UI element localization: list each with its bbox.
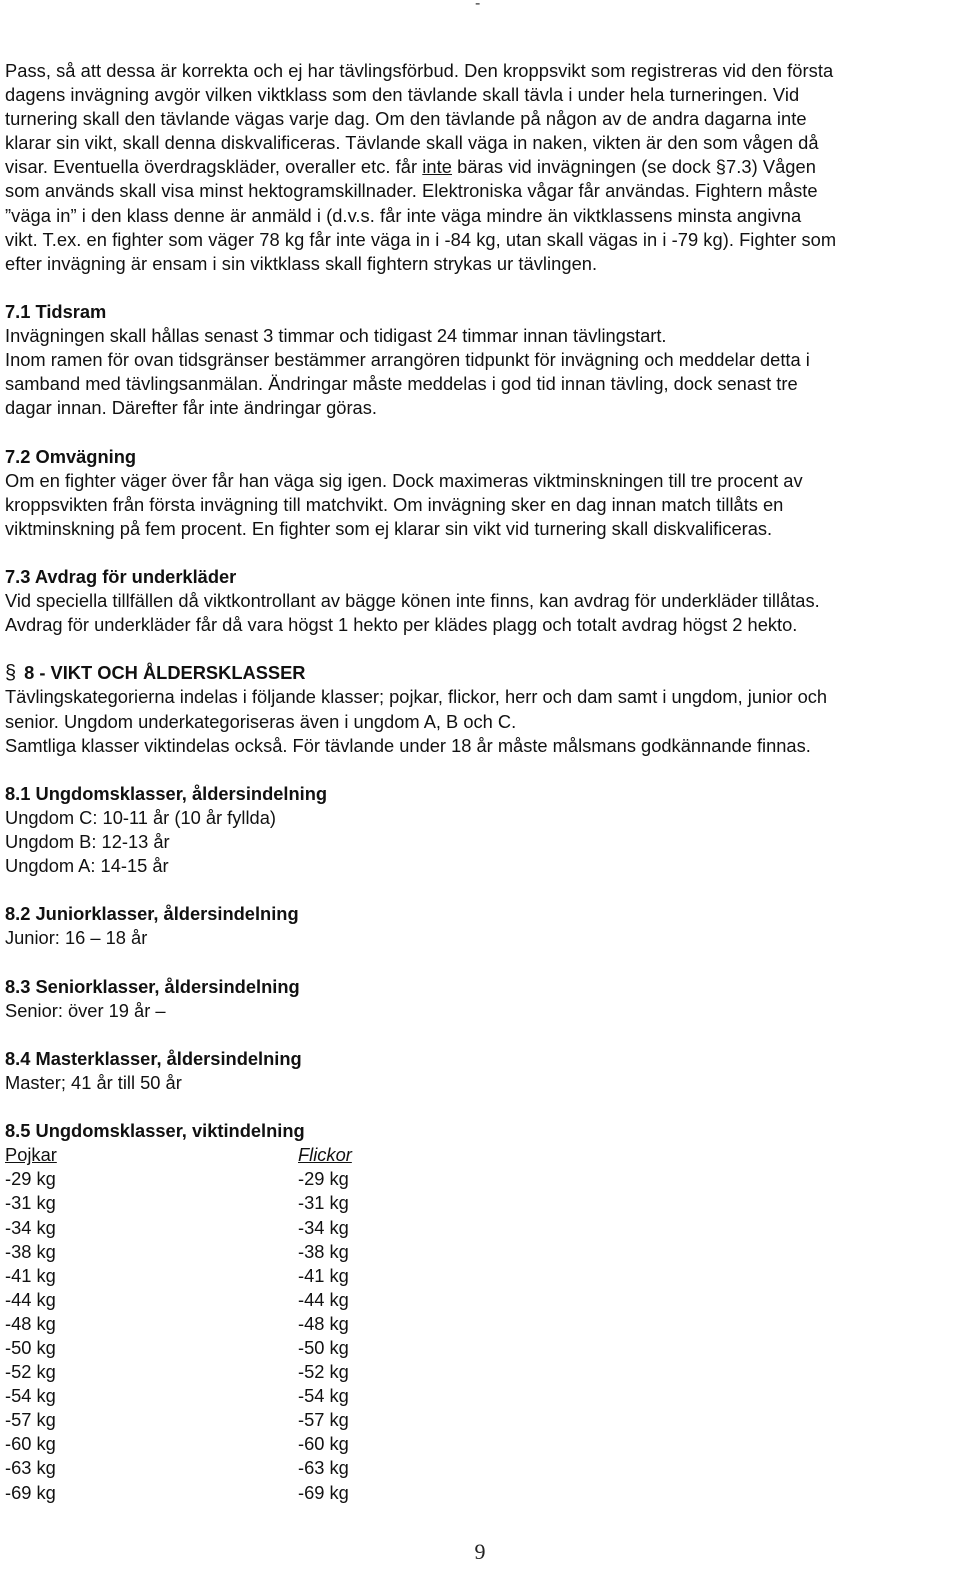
weight-cell-flickor: -69 kg	[298, 1481, 349, 1503]
weight-cell-flickor: -50 kg	[298, 1336, 349, 1358]
document-page	[5, 59, 955, 1505]
weight-cell-flickor: -48 kg	[298, 1312, 349, 1334]
chapter-heading-text: 8 - VIKT OCH ÅLDERSKLASSER	[24, 662, 306, 684]
section-8-1	[5, 782, 955, 878]
text-line: efter invägning är ensam i sin viktklass skall fightern strykas ur tävlingen.	[5, 252, 598, 274]
text-line: Junior: 16 – 18 år	[5, 927, 148, 949]
weight-cell-pojkar: -54 kg	[5, 1385, 56, 1407]
section-8-3	[5, 975, 955, 1023]
weight-cell-flickor: -60 kg	[298, 1433, 349, 1455]
weight-cell-pojkar: -60 kg	[5, 1433, 56, 1455]
text-line	[5, 155, 955, 179]
weight-cell-flickor: -52 kg	[298, 1361, 349, 1383]
column-header-pojkar: Pojkar	[5, 1144, 57, 1166]
weight-cell-flickor: -29 kg	[298, 1168, 349, 1190]
section-8-4	[5, 1047, 955, 1095]
intro-paragraph	[5, 59, 955, 276]
text-line: som används skall visa minst hektogramskillnader. Elektroniska vågar får användas. Fightern måste	[5, 180, 818, 202]
weight-cell-pojkar: -57 kg	[5, 1409, 56, 1431]
weight-cell-pojkar: -41 kg	[5, 1264, 56, 1286]
weight-cell-pojkar: -48 kg	[5, 1312, 56, 1334]
weight-cell-flickor: -41 kg	[298, 1264, 349, 1286]
section-heading: 8.5 Ungdomsklasser, viktindelning	[5, 1120, 305, 1142]
weight-cell-flickor: -31 kg	[298, 1192, 349, 1214]
page-number: 9	[474, 1539, 486, 1564]
text-span: visar. Eventuella överdragskläder, overaller etc. får	[5, 156, 418, 178]
text-line: Senior: över 19 år –	[5, 999, 166, 1021]
weight-cell-flickor: -57 kg	[298, 1409, 349, 1431]
text-line: dagens invägning avgör vilken viktklass som den tävlande skall tävla i under hela turneringen. Vid	[5, 84, 800, 106]
weight-class-table	[5, 1143, 955, 1504]
section-7-3	[5, 565, 955, 637]
text-line: Tävlingskategorierna indelas i följande klasser; pojkar, flickor, herr och dam samt i ungdom, junior och	[5, 686, 828, 708]
weight-cell-flickor: -38 kg	[298, 1240, 349, 1262]
text-line: Ungdom A: 14-15 år	[5, 855, 169, 877]
weight-cell-flickor: -44 kg	[298, 1288, 349, 1310]
text-line: ”väga in” i den klass denne är anmäld i (d.v.s. får inte väga mindre än viktklassens minsta angivna	[5, 204, 802, 226]
text-line: Pass, så att dessa är korrekta och ej har tävlingsförbud. Den kroppsvikt som registreras vid den första	[5, 60, 834, 81]
text-line: samband med tävlingsanmälan. Ändringar måste meddelas i god tid innan tävling, dock senast tre	[5, 373, 798, 395]
section-8	[5, 661, 955, 757]
text-line: klarar sin vikt, skall denna diskvalificeras. Tävlande skall väga in naken, vikten är den som vågen då	[5, 132, 819, 154]
weight-cell-pojkar: -38 kg	[5, 1240, 56, 1262]
weight-cell-pojkar: -34 kg	[5, 1216, 56, 1238]
section-heading: 8.3 Seniorklasser, åldersindelning	[5, 975, 300, 997]
section-heading: 8.1 Ungdomsklasser, åldersindelning	[5, 782, 328, 804]
text-line: vikt. T.ex. en fighter som väger 78 kg får inte väga in i -84 kg, utan skall vägas in i -79 kg). Fighter som	[5, 228, 837, 250]
section-heading: 7.1 Tidsram	[5, 300, 107, 322]
column-header-flickor: Flickor	[298, 1144, 352, 1166]
weight-cell-flickor: -54 kg	[298, 1385, 349, 1407]
text-span: bäras vid invägningen (se dock	[457, 156, 711, 178]
section-7-2	[5, 445, 955, 541]
section-reference-icon: §	[715, 156, 727, 178]
weight-cell-pojkar: -29 kg	[5, 1168, 56, 1190]
text-line: Om en fighter väger över får han väga sig igen. Dock maximeras viktminskningen till tre procent av	[5, 469, 803, 491]
section-heading: 7.2 Omvägning	[5, 445, 137, 467]
section-heading: 8.4 Masterklasser, åldersindelning	[5, 1047, 302, 1069]
text-line: Avdrag för underkläder får då vara högst 1 hekto per klädes plagg och totalt avdrag högst 2 hekto.	[5, 614, 798, 636]
weight-cell-flickor: -34 kg	[298, 1216, 349, 1238]
section-sign-icon: §	[5, 662, 17, 685]
text-line: Master; 41 år till 50 år	[5, 1071, 182, 1093]
section-8-5	[5, 1119, 955, 1505]
section-heading: 8.2 Juniorklasser, åldersindelning	[5, 903, 299, 925]
text-line: Samtliga klasser viktindelas också. För tävlande under 18 år måste målsmans godkännande finnas.	[5, 734, 811, 756]
weight-cell-pojkar: -63 kg	[5, 1457, 56, 1479]
weight-cell-pojkar: -44 kg	[5, 1288, 56, 1310]
weight-cell-pojkar: -31 kg	[5, 1192, 56, 1214]
weight-cell-pojkar: -69 kg	[5, 1481, 56, 1503]
text-line: Invägningen skall hållas senast 3 timmar och tidigast 24 timmar innan tävlingstart.	[5, 325, 667, 347]
text-line: Vid speciella tillfällen då viktkontrollant av bägge könen inte finns, kan avdrag för underkläder tillåtas.	[5, 590, 820, 612]
text-line: senior. Ungdom underkategoriseras även i ungdom A, B och C.	[5, 710, 517, 732]
corner-mark: -	[475, 0, 481, 12]
text-span: 7.3) Vågen	[726, 156, 816, 178]
section-8-2	[5, 902, 955, 950]
text-line: dagar innan. Därefter får inte ändringar göras.	[5, 397, 377, 419]
text-line: viktminskning på fem procent. En fighter som ej klarar sin vikt vid turnering skall diskvalificeras.	[5, 517, 773, 539]
section-heading: 7.3 Avdrag för underkläder	[5, 565, 237, 587]
underlined-word: inte	[422, 156, 452, 178]
text-line: Ungdom C: 10-11 år (10 år fyllda)	[5, 806, 276, 828]
weight-cell-pojkar: -50 kg	[5, 1336, 56, 1358]
weight-cell-flickor: -63 kg	[298, 1457, 349, 1479]
text-line: Inom ramen för ovan tidsgränser bestämmer arrangören tidpunkt för invägning och meddelar detta i	[5, 349, 810, 371]
text-line: turnering skall den tävlande vägas varje dag. Om den tävlande på någon av de andra dagarna inte	[5, 108, 807, 130]
weight-cell-pojkar: -52 kg	[5, 1361, 56, 1383]
chapter-heading	[5, 661, 955, 685]
section-7-1	[5, 300, 955, 420]
text-line: kroppsvikten från första invägning till matchvikt. Om invägning sker en dag innan match tillåts en	[5, 493, 784, 515]
text-line: Ungdom B: 12-13 år	[5, 831, 170, 852]
